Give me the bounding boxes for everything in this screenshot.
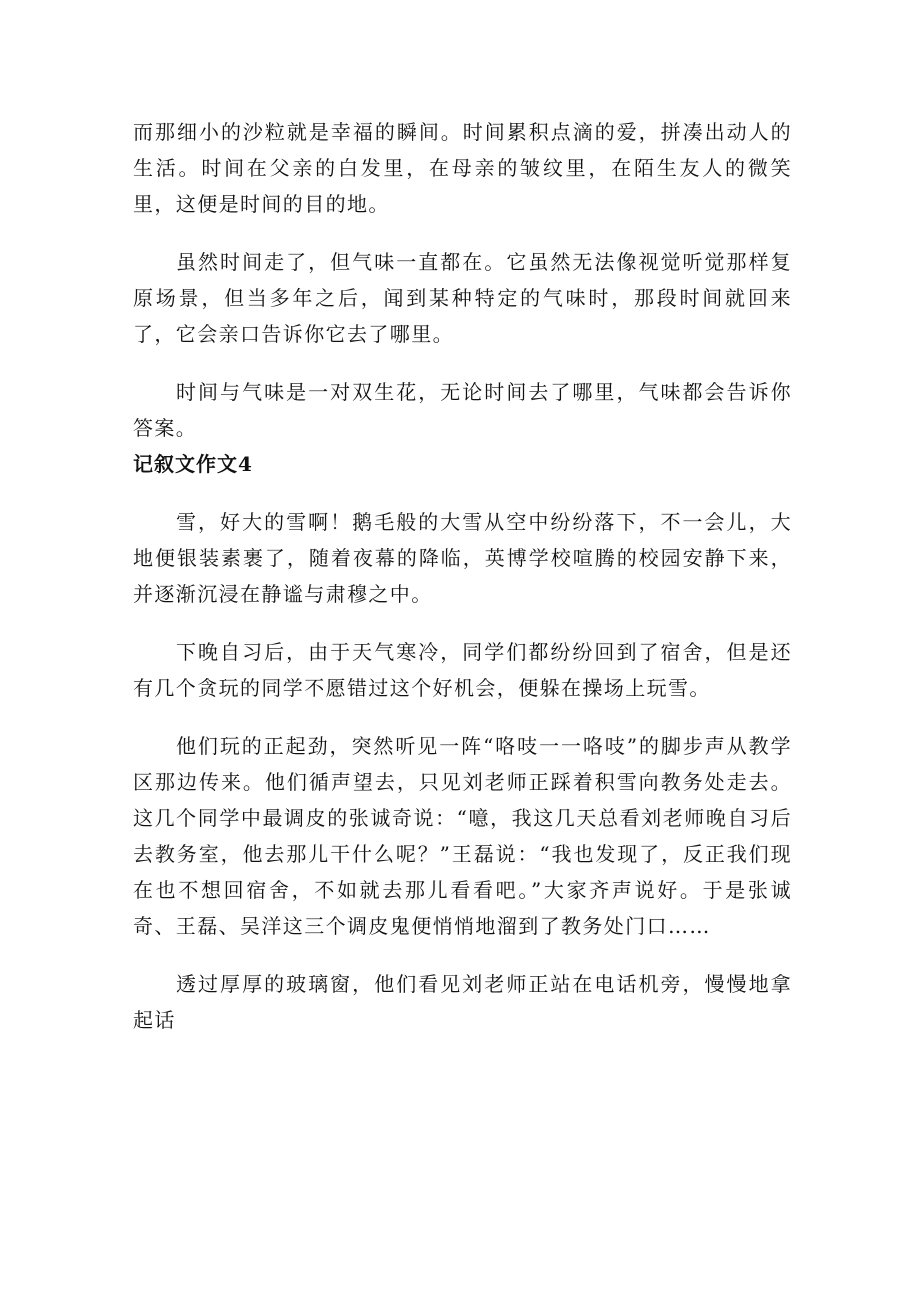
section-paragraph-4: 透过厚厚的玻璃窗，他们看见刘老师正站在电话机旁，慢慢地拿起话 [133,972,792,1032]
section-paragraph-1: 雪，好大的雪啊！鹅毛般的大雪从空中纷纷落下，不一会儿，大地便银装素裹了，随着夜幕的降临，英博学校喧腾的校园安静下来，并逐渐沉浸在静谧与肃穆之中。 [133,510,792,606]
section-title: 记叙文作文4 [133,452,253,476]
section-paragraph-2: 下晚自习后，由于天气寒冷，同学们都纷纷回到了宿舍，但是还有几个贪玩的同学不愿错过这个好机会，便躲在操场上玩雪。 [133,640,792,700]
paragraph-1: 而那细小的沙粒就是幸福的瞬间。时间累积点滴的爱，拼凑出动人的生活。时间在父亲的白发里，在母亲的皱纹里，在陌生友人的微笑里，这便是时间的目的地。 [133,120,792,216]
section-paragraph-3: 他们玩的正起劲，突然听见一阵“咯吱一一咯吱”的脚步声从教学区那边传来。他们循声望去，只见刘老师正踩着积雪向教务处走去。这几个同学中最调皮的张诚奇说：“噫，我这几天总看刘老师晚自习后去教务室，他去那儿干什么呢？”王磊说：“我也发现了，反正我们现在也不想回宿舍，不如就去那儿看看吧。”大家齐声说好。于是张诚奇、王磊、吴洋这三个调皮鬼便悄悄地溜到了教务处门口…… [133,734,792,938]
paragraph-2: 虽然时间走了，但气味一直都在。它虽然无法像视觉听觉那样复原场景，但当多年之后，闻到某种特定的气味时，那段时间就回来了，它会亲口告诉你它去了哪里。 [133,250,792,346]
paragraph-3: 时间与气味是一对双生花，无论时间去了哪里，气味都会告诉你答案。 [133,380,792,440]
